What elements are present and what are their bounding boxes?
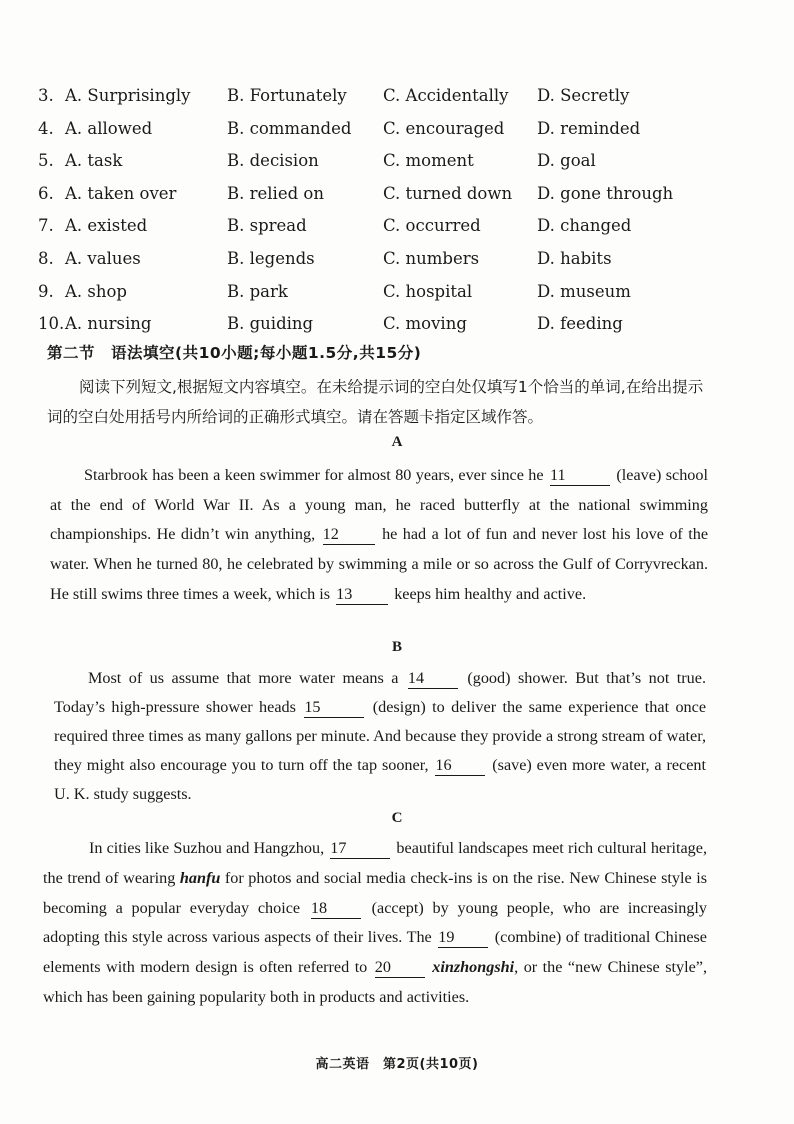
blank-13[interactable]: 13 bbox=[336, 584, 388, 605]
choice-row bbox=[38, 245, 738, 278]
passage-b bbox=[54, 664, 706, 809]
passage-text: (good) shower. But that’s not true. Today’s high-pressure shower heads bbox=[54, 669, 707, 716]
option-b[interactable]: B. park bbox=[227, 281, 288, 301]
passage-text: In cities like Suzhou and Hangzhou, bbox=[89, 839, 325, 857]
blank-20[interactable]: 20 bbox=[375, 957, 425, 978]
option-b[interactable]: B. Fortunately bbox=[227, 86, 347, 105]
choice-row bbox=[38, 212, 738, 245]
passage-text: for photos and social media check-ins is on the rise. New Chinese style is becoming a popular everyday choice bbox=[43, 868, 707, 917]
option-c[interactable]: C. occurred bbox=[383, 216, 481, 236]
option-b[interactable]: B. spread bbox=[227, 216, 307, 236]
option-d[interactable]: D. feeding bbox=[537, 314, 623, 334]
choice-row bbox=[38, 147, 738, 180]
choice-row bbox=[38, 115, 738, 148]
blank-16[interactable]: 16 bbox=[435, 755, 485, 776]
question-number: 9. bbox=[38, 281, 54, 301]
passage-c-label: C bbox=[391, 810, 403, 826]
blank-15[interactable]: 15 bbox=[304, 697, 364, 718]
option-d[interactable]: D. habits bbox=[537, 248, 612, 268]
passage-text: keeps him healthy and active. bbox=[394, 584, 587, 603]
option-b[interactable]: B. decision bbox=[227, 151, 319, 171]
option-d[interactable]: D. goal bbox=[537, 151, 596, 171]
hanfu-term: hanfu bbox=[179, 868, 221, 887]
option-c[interactable]: C. numbers bbox=[383, 248, 480, 268]
option-d[interactable]: D. gone through bbox=[537, 183, 674, 203]
option-d[interactable]: D. Secretly bbox=[537, 86, 630, 105]
blank-19[interactable]: 19 bbox=[438, 927, 488, 948]
xinzhongshi-term: xinzhongshi bbox=[432, 958, 515, 977]
question-number: 5. bbox=[38, 151, 54, 171]
blank-12[interactable]: 12 bbox=[323, 524, 375, 545]
option-b[interactable]: B. guiding bbox=[227, 314, 314, 334]
option-c[interactable]: C. turned down bbox=[383, 183, 513, 203]
option-c[interactable]: C. hospital bbox=[383, 281, 473, 301]
blank-14[interactable]: 14 bbox=[408, 668, 458, 689]
option-a[interactable]: A. nursing bbox=[65, 314, 152, 334]
passage-c bbox=[43, 834, 707, 1013]
option-a[interactable]: A. task bbox=[65, 151, 123, 171]
passage-text: (design) to deliver the same experience that once required three times as many gallons per minute. And because they provide a strong stream of water, they might also encourage you to turn off the tap sooner, bbox=[54, 698, 707, 774]
passage-text: (leave) school at the end of World War II. As a young man, he raced butterfly at the national swimming championships. He didn’t win anything, bbox=[50, 466, 708, 544]
passage-b-label: B bbox=[391, 639, 402, 655]
option-b[interactable]: B. legends bbox=[227, 248, 315, 268]
passage-text: he had a lot of fun and never lost his love of the water. When he turned 80, he celebrated by swimming a mile or so across the Gulf of Corryvreckan. He still swims three times a week, which is bbox=[50, 525, 709, 603]
option-c[interactable]: C. Accidentally bbox=[383, 86, 509, 105]
option-a[interactable]: A. values bbox=[65, 248, 141, 268]
question-number: 6. bbox=[38, 183, 54, 203]
choice-row bbox=[38, 82, 738, 115]
passage-text: (save) even more water, a recent U. K. study suggests. bbox=[54, 756, 706, 803]
blank-11[interactable]: 11 bbox=[550, 465, 610, 486]
choice-row bbox=[38, 310, 738, 343]
passage-a-label: A bbox=[391, 434, 403, 450]
page-footer: 高二英语 第2页(共10页) bbox=[315, 1057, 479, 1072]
multiple-choice-options bbox=[38, 82, 738, 343]
passage-text: (accept) by young people, who are increasingly adopting this style across various aspects of their lives. The bbox=[43, 898, 708, 947]
passage-a bbox=[50, 461, 708, 610]
section-instructions: 阅读下列短文,根据短文内容填空。在未给提示词的空白处仅填写1个恰当的单词,在给出提示词的空白处用括号内所给词的正确形式填空。请在答题卡指定区域作答。 bbox=[47, 378, 704, 426]
question-number: 7. bbox=[38, 216, 54, 236]
question-number: 8. bbox=[38, 248, 54, 268]
option-b[interactable]: B. relied on bbox=[227, 183, 324, 203]
option-a[interactable]: A. Surprisingly bbox=[65, 86, 191, 105]
option-c[interactable]: C. moving bbox=[383, 314, 467, 334]
passage-text: beautiful landscapes meet rich cultural heritage, the trend of wearing bbox=[43, 839, 708, 887]
choice-row bbox=[38, 278, 738, 311]
passage-text: Most of us assume that more water means a bbox=[88, 669, 399, 687]
section-title: 第二节 语法填空(共10小题;每小题1.5分,共15分) bbox=[47, 344, 422, 362]
choice-row bbox=[38, 180, 738, 213]
blank-17[interactable]: 17 bbox=[330, 838, 390, 859]
option-d[interactable]: D. reminded bbox=[537, 118, 641, 138]
question-number: 4. bbox=[38, 118, 54, 138]
question-number: 3. bbox=[38, 86, 54, 105]
passage-text: , or the “new Chinese style”, which has been gaining popularity both in products and activities. bbox=[43, 958, 708, 1006]
option-c[interactable]: C. moment bbox=[383, 151, 474, 171]
option-a[interactable]: A. taken over bbox=[65, 183, 177, 203]
option-d[interactable]: D. changed bbox=[537, 216, 632, 236]
option-b[interactable]: B. commanded bbox=[227, 118, 352, 138]
question-number: 10. bbox=[38, 314, 65, 334]
option-d[interactable]: D. museum bbox=[537, 281, 631, 301]
option-a[interactable]: A. existed bbox=[65, 216, 148, 236]
option-a[interactable]: A. shop bbox=[65, 281, 127, 301]
passage-text: (combine) of traditional Chinese elements with modern design is often referred to bbox=[43, 928, 707, 977]
option-a[interactable]: A. allowed bbox=[65, 118, 153, 138]
passage-text: Starbrook has been a keen swimmer for almost 80 years, ever since he bbox=[84, 466, 544, 484]
option-c[interactable]: C. encouraged bbox=[383, 118, 505, 138]
blank-18[interactable]: 18 bbox=[311, 898, 361, 919]
